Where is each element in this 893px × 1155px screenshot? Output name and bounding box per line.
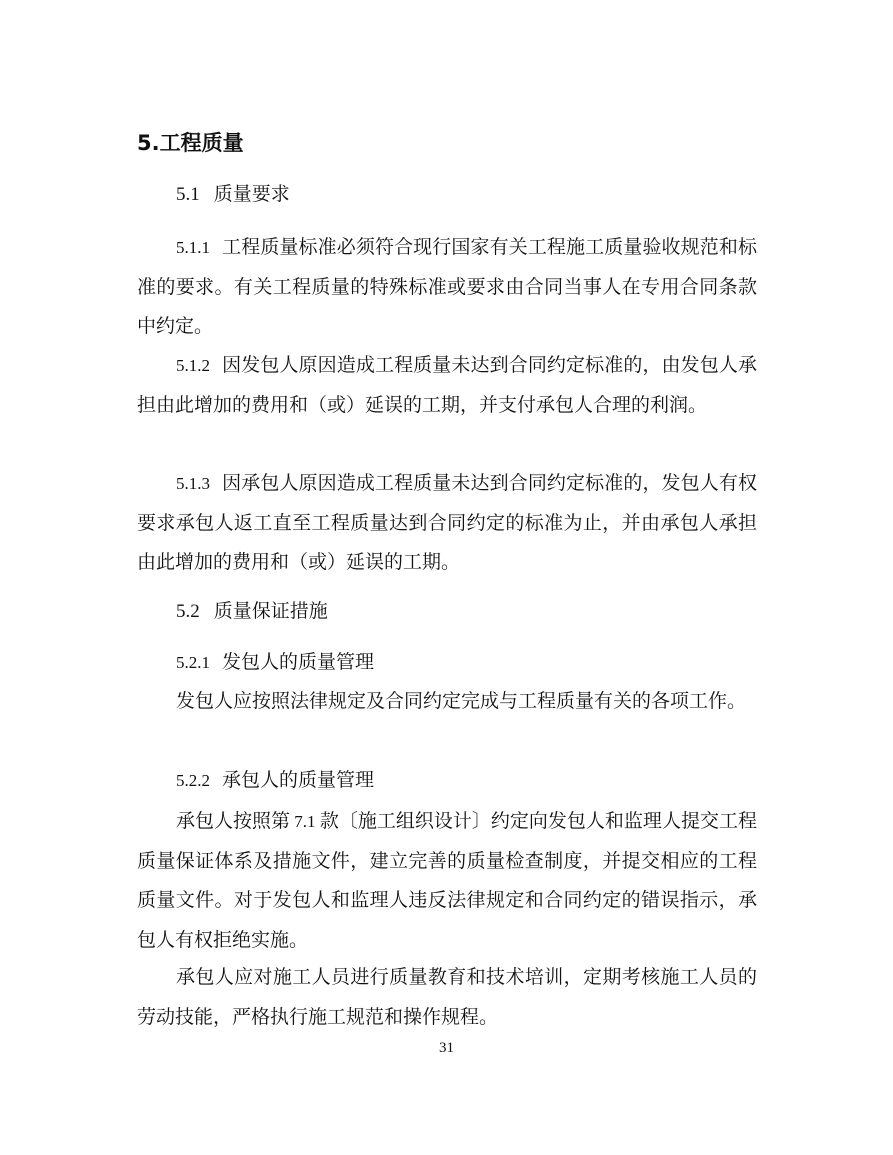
page-number: 31 — [439, 1040, 454, 1056]
clause-number: 5.2.2 — [176, 771, 210, 790]
clause-title: 发包人的质量管理 — [222, 651, 375, 673]
clause-5-2-2-body — [137, 802, 757, 960]
chapter-title: 5.工程质量 — [137, 131, 244, 155]
clause-5-1-3 — [137, 464, 757, 583]
clause-text: 因发包人原因造成工程质量未达到合同约定标准的，由发包人承担由此增加的费用和（或）延误的工期，并支付承包人合理的利润。 — [137, 354, 757, 416]
section-title: 质量保证措施 — [213, 600, 328, 622]
clause-number: 5.1.2 — [176, 356, 210, 375]
clause-5-2-2-body-2: 承包人应对施工人员进行质量教育和技术培训，定期考核施工人员的劳动技能，严格执行施工规范和操作规程。 — [137, 966, 757, 1028]
section-number: 5.1 — [176, 184, 200, 205]
body-prefix: 承包人按照第 — [176, 810, 291, 832]
clause-text: 因承包人原因造成工程质量未达到合同约定标准的，发包人有权要求承包人返工直至工程质量达到合同约定的标准为止，并由承包人承担由此增加的费用和（或）延误的工期。 — [137, 472, 757, 573]
clause-text: 工程质量标准必须符合现行国家有关工程施工质量验收规范和标准的要求。有关工程质量的特殊标准或要求由合同当事人在专用合同条款中约定。 — [137, 236, 757, 337]
clause-title: 承包人的质量管理 — [222, 769, 375, 791]
body-rest: 款〔施工组织设计〕约定向发包人和监理人提交工程质量保证体系及措施文件，建立完善的质量检查制度，并提交相应的工程质量文件。对于发包人和监理人违反法律规定和合同约定的错误指示，承包人有权拒绝实施。 — [137, 810, 757, 951]
clause-5-2-1-body: 发包人应按照法律规定及合同约定完成与工程质量有关的各项工作。 — [176, 690, 747, 712]
clause-5-2-1-heading — [176, 648, 374, 677]
clause-number: 5.1.3 — [176, 474, 210, 493]
clause-number: 5.2.1 — [176, 653, 210, 672]
clause-number: 5.1.1 — [176, 238, 210, 257]
clause-5-2-2-heading — [176, 766, 374, 795]
section-title: 质量要求 — [213, 183, 290, 205]
clause-5-1-2 — [137, 346, 757, 425]
section-5-1-heading — [176, 180, 290, 209]
section-5-2-heading — [176, 597, 328, 626]
clause-reference: 7.1 — [290, 812, 320, 831]
clause-5-1-1 — [137, 228, 757, 347]
section-number: 5.2 — [176, 601, 200, 622]
